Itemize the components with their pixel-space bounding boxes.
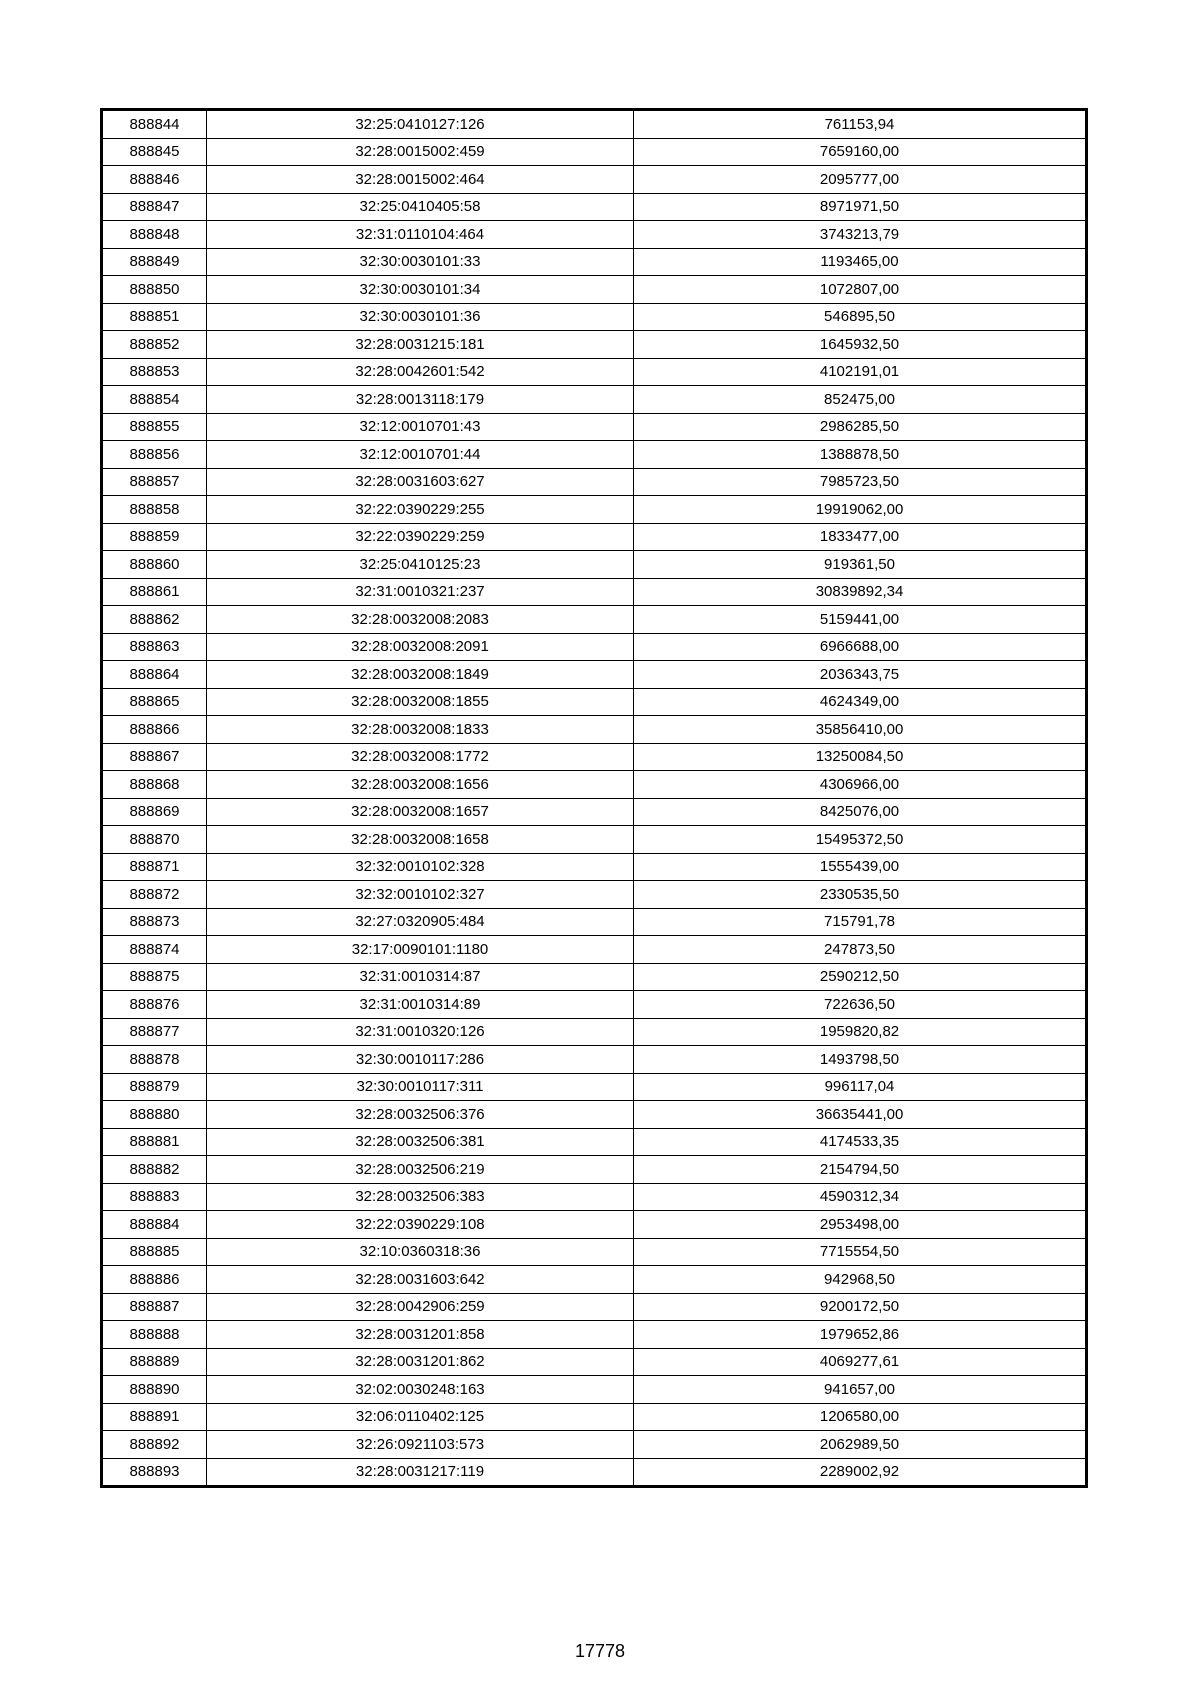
- value-cell: 4069277,61: [634, 1348, 1086, 1376]
- cadastral-number-cell: 32:28:0013118:179: [207, 386, 634, 414]
- value-cell: 2062989,50: [634, 1431, 1086, 1459]
- cadastral-number-cell: 32:26:0921103:573: [207, 1431, 634, 1459]
- table-row: [103, 606, 1086, 634]
- row-number-cell: 888887: [103, 1293, 207, 1321]
- row-number-cell: 888875: [103, 963, 207, 991]
- row-number-cell: 888873: [103, 908, 207, 936]
- row-number-cell: 888885: [103, 1238, 207, 1266]
- row-number-cell: 888890: [103, 1376, 207, 1404]
- table-body: [103, 111, 1086, 1486]
- row-number-cell: 888876: [103, 991, 207, 1019]
- row-number-cell: 888852: [103, 331, 207, 359]
- table-row: [103, 881, 1086, 909]
- row-number-cell: 888870: [103, 826, 207, 854]
- cadastral-number-cell: 32:30:0010117:311: [207, 1073, 634, 1101]
- value-cell: 247873,50: [634, 936, 1086, 964]
- value-cell: 7715554,50: [634, 1238, 1086, 1266]
- value-cell: 996117,04: [634, 1073, 1086, 1101]
- value-cell: 4590312,34: [634, 1183, 1086, 1211]
- table-row: [103, 523, 1086, 551]
- table-row: [103, 853, 1086, 881]
- table-row: [103, 771, 1086, 799]
- table-row: [103, 1293, 1086, 1321]
- value-cell: 7985723,50: [634, 468, 1086, 496]
- value-cell: 6966688,00: [634, 633, 1086, 661]
- table-row: [103, 331, 1086, 359]
- cadastral-number-cell: 32:06:0110402:125: [207, 1403, 634, 1431]
- cadastral-number-cell: 32:22:0390229:108: [207, 1211, 634, 1239]
- cadastral-number-cell: 32:22:0390229:259: [207, 523, 634, 551]
- table-row: [103, 303, 1086, 331]
- value-cell: 1493798,50: [634, 1046, 1086, 1074]
- cadastral-number-cell: 32:25:0410405:58: [207, 193, 634, 221]
- cadastral-number-cell: 32:28:0032008:2091: [207, 633, 634, 661]
- cadastral-number-cell: 32:28:0031215:181: [207, 331, 634, 359]
- table-row: [103, 193, 1086, 221]
- row-number-cell: 888881: [103, 1128, 207, 1156]
- cadastral-number-cell: 32:12:0010701:44: [207, 441, 634, 469]
- row-number-cell: 888872: [103, 881, 207, 909]
- row-number-cell: 888859: [103, 523, 207, 551]
- row-number-cell: 888853: [103, 358, 207, 386]
- cadastral-number-cell: 32:28:0042906:259: [207, 1293, 634, 1321]
- table-row: [103, 1073, 1086, 1101]
- table-row: [103, 138, 1086, 166]
- row-number-cell: 888889: [103, 1348, 207, 1376]
- value-cell: 2330535,50: [634, 881, 1086, 909]
- cadastral-number-cell: 32:17:0090101:1180: [207, 936, 634, 964]
- row-number-cell: 888884: [103, 1211, 207, 1239]
- table-row: [103, 1101, 1086, 1129]
- cadastral-number-cell: 32:28:0042601:542: [207, 358, 634, 386]
- row-number-cell: 888856: [103, 441, 207, 469]
- table-row: [103, 221, 1086, 249]
- table-row: [103, 1321, 1086, 1349]
- value-cell: 919361,50: [634, 551, 1086, 579]
- cadastral-number-cell: 32:28:0032008:1658: [207, 826, 634, 854]
- value-cell: 2289002,92: [634, 1458, 1086, 1486]
- page-number: 17778: [574, 1641, 626, 1661]
- table-row: [103, 908, 1086, 936]
- cadastral-number-cell: 32:28:0015002:464: [207, 166, 634, 194]
- row-number-cell: 888879: [103, 1073, 207, 1101]
- value-cell: 2590212,50: [634, 963, 1086, 991]
- cadastral-number-cell: 32:25:0410125:23: [207, 551, 634, 579]
- cadastral-number-cell: 32:31:0010321:237: [207, 578, 634, 606]
- row-number-cell: 888857: [103, 468, 207, 496]
- row-number-cell: 888855: [103, 413, 207, 441]
- cadastral-number-cell: 32:32:0010102:327: [207, 881, 634, 909]
- row-number-cell: 888886: [103, 1266, 207, 1294]
- row-number-cell: 888882: [103, 1156, 207, 1184]
- row-number-cell: 888883: [103, 1183, 207, 1211]
- value-cell: 722636,50: [634, 991, 1086, 1019]
- value-cell: 36635441,00: [634, 1101, 1086, 1129]
- table-row: [103, 111, 1086, 139]
- row-number-cell: 888851: [103, 303, 207, 331]
- table-row: [103, 1046, 1086, 1074]
- cadastral-number-cell: 32:28:0032506:376: [207, 1101, 634, 1129]
- row-number-cell: 888871: [103, 853, 207, 881]
- table-row: [103, 963, 1086, 991]
- value-cell: 761153,94: [634, 111, 1086, 139]
- value-cell: 1388878,50: [634, 441, 1086, 469]
- cadastral-number-cell: 32:28:0032008:1849: [207, 661, 634, 689]
- cadastral-number-cell: 32:28:0031201:862: [207, 1348, 634, 1376]
- cadastral-number-cell: 32:28:0031201:858: [207, 1321, 634, 1349]
- value-cell: 2095777,00: [634, 166, 1086, 194]
- table-row: [103, 1018, 1086, 1046]
- table-row: [103, 743, 1086, 771]
- table-row: [103, 1431, 1086, 1459]
- row-number-cell: 888880: [103, 1101, 207, 1129]
- value-cell: 9200172,50: [634, 1293, 1086, 1321]
- table-row: [103, 276, 1086, 304]
- value-cell: 1979652,86: [634, 1321, 1086, 1349]
- table-row: [103, 1266, 1086, 1294]
- value-cell: 35856410,00: [634, 716, 1086, 744]
- value-cell: 715791,78: [634, 908, 1086, 936]
- row-number-cell: 888862: [103, 606, 207, 634]
- row-number-cell: 888845: [103, 138, 207, 166]
- table-row: [103, 1458, 1086, 1486]
- cadastral-number-cell: 32:28:0032008:1833: [207, 716, 634, 744]
- row-number-cell: 888866: [103, 716, 207, 744]
- row-number-cell: 888846: [103, 166, 207, 194]
- table-row: [103, 716, 1086, 744]
- value-cell: 19919062,00: [634, 496, 1086, 524]
- cadastral-number-cell: 32:28:0031217:119: [207, 1458, 634, 1486]
- cadastral-number-cell: 32:22:0390229:255: [207, 496, 634, 524]
- table-row: [103, 1183, 1086, 1211]
- value-cell: 30839892,34: [634, 578, 1086, 606]
- value-cell: 941657,00: [634, 1376, 1086, 1404]
- value-cell: 4102191,01: [634, 358, 1086, 386]
- cadastral-number-cell: 32:28:0032506:381: [207, 1128, 634, 1156]
- cadastral-number-cell: 32:10:0360318:36: [207, 1238, 634, 1266]
- table-row: [103, 1403, 1086, 1431]
- row-number-cell: 888863: [103, 633, 207, 661]
- table-row: [103, 633, 1086, 661]
- table-row: [103, 1156, 1086, 1184]
- row-number-cell: 888861: [103, 578, 207, 606]
- value-cell: 13250084,50: [634, 743, 1086, 771]
- value-cell: 942968,50: [634, 1266, 1086, 1294]
- cadastral-number-cell: 32:28:0032008:1855: [207, 688, 634, 716]
- value-cell: 8425076,00: [634, 798, 1086, 826]
- value-cell: 2154794,50: [634, 1156, 1086, 1184]
- cadastral-number-cell: 32:12:0010701:43: [207, 413, 634, 441]
- value-cell: 1193465,00: [634, 248, 1086, 276]
- table-row: [103, 468, 1086, 496]
- value-cell: 4624349,00: [634, 688, 1086, 716]
- table-row: [103, 166, 1086, 194]
- cadastral-number-cell: 32:28:0032008:1772: [207, 743, 634, 771]
- row-number-cell: 888849: [103, 248, 207, 276]
- row-number-cell: 888850: [103, 276, 207, 304]
- row-number-cell: 888891: [103, 1403, 207, 1431]
- cadastral-number-cell: 32:27:0320905:484: [207, 908, 634, 936]
- cadastral-number-cell: 32:31:0010314:87: [207, 963, 634, 991]
- value-cell: 2953498,00: [634, 1211, 1086, 1239]
- table-row: [103, 1348, 1086, 1376]
- table-row: [103, 936, 1086, 964]
- cadastral-number-cell: 32:28:0031603:642: [207, 1266, 634, 1294]
- row-number-cell: 888860: [103, 551, 207, 579]
- table-row: [103, 661, 1086, 689]
- cadastral-number-cell: 32:30:0010117:286: [207, 1046, 634, 1074]
- cadastral-number-cell: 32:31:0110104:464: [207, 221, 634, 249]
- cadastral-number-cell: 32:28:0015002:459: [207, 138, 634, 166]
- cadastral-number-cell: 32:28:0032506:383: [207, 1183, 634, 1211]
- cadastral-number-cell: 32:28:0032008:1656: [207, 771, 634, 799]
- table-row: [103, 441, 1086, 469]
- row-number-cell: 888847: [103, 193, 207, 221]
- value-cell: 1206580,00: [634, 1403, 1086, 1431]
- cadastral-number-cell: 32:28:0031603:627: [207, 468, 634, 496]
- data-table: [102, 110, 1086, 1486]
- table-row: [103, 551, 1086, 579]
- row-number-cell: 888844: [103, 111, 207, 139]
- table-row: [103, 798, 1086, 826]
- table-row: [103, 991, 1086, 1019]
- cadastral-number-cell: 32:30:0030101:34: [207, 276, 634, 304]
- value-cell: 7659160,00: [634, 138, 1086, 166]
- value-cell: 4306966,00: [634, 771, 1086, 799]
- table-row: [103, 1211, 1086, 1239]
- table-row: [103, 578, 1086, 606]
- row-number-cell: 888865: [103, 688, 207, 716]
- value-cell: 3743213,79: [634, 221, 1086, 249]
- row-number-cell: 888854: [103, 386, 207, 414]
- cadastral-number-cell: 32:32:0010102:328: [207, 853, 634, 881]
- value-cell: 1959820,82: [634, 1018, 1086, 1046]
- row-number-cell: 888877: [103, 1018, 207, 1046]
- table-row: [103, 358, 1086, 386]
- table-row: [103, 386, 1086, 414]
- cadastral-number-cell: 32:30:0030101:36: [207, 303, 634, 331]
- cadastral-number-cell: 32:30:0030101:33: [207, 248, 634, 276]
- cadastral-number-cell: 32:28:0032008:1657: [207, 798, 634, 826]
- value-cell: 546895,50: [634, 303, 1086, 331]
- cadastral-number-cell: 32:28:0032506:219: [207, 1156, 634, 1184]
- row-number-cell: 888868: [103, 771, 207, 799]
- table-row: [103, 1128, 1086, 1156]
- cadastral-number-cell: 32:25:0410127:126: [207, 111, 634, 139]
- row-number-cell: 888878: [103, 1046, 207, 1074]
- row-number-cell: 888867: [103, 743, 207, 771]
- value-cell: 5159441,00: [634, 606, 1086, 634]
- value-cell: 15495372,50: [634, 826, 1086, 854]
- value-cell: 1555439,00: [634, 853, 1086, 881]
- table-row: [103, 688, 1086, 716]
- value-cell: 1645932,50: [634, 331, 1086, 359]
- row-number-cell: 888869: [103, 798, 207, 826]
- table-row: [103, 413, 1086, 441]
- value-cell: 2986285,50: [634, 413, 1086, 441]
- table-row: [103, 826, 1086, 854]
- table-row: [103, 496, 1086, 524]
- table-row: [103, 1238, 1086, 1266]
- value-cell: 8971971,50: [634, 193, 1086, 221]
- value-cell: 2036343,75: [634, 661, 1086, 689]
- cadastral-number-cell: 32:02:0030248:163: [207, 1376, 634, 1404]
- row-number-cell: 888888: [103, 1321, 207, 1349]
- row-number-cell: 888848: [103, 221, 207, 249]
- table-row: [103, 248, 1086, 276]
- value-cell: 1072807,00: [634, 276, 1086, 304]
- value-cell: 1833477,00: [634, 523, 1086, 551]
- row-number-cell: 888864: [103, 661, 207, 689]
- value-cell: 4174533,35: [634, 1128, 1086, 1156]
- cadastral-number-cell: 32:31:0010314:89: [207, 991, 634, 1019]
- cadastral-number-cell: 32:31:0010320:126: [207, 1018, 634, 1046]
- row-number-cell: 888892: [103, 1431, 207, 1459]
- row-number-cell: 888874: [103, 936, 207, 964]
- row-number-cell: 888858: [103, 496, 207, 524]
- row-number-cell: 888893: [103, 1458, 207, 1486]
- table-row: [103, 1376, 1086, 1404]
- cadastral-number-cell: 32:28:0032008:2083: [207, 606, 634, 634]
- value-cell: 852475,00: [634, 386, 1086, 414]
